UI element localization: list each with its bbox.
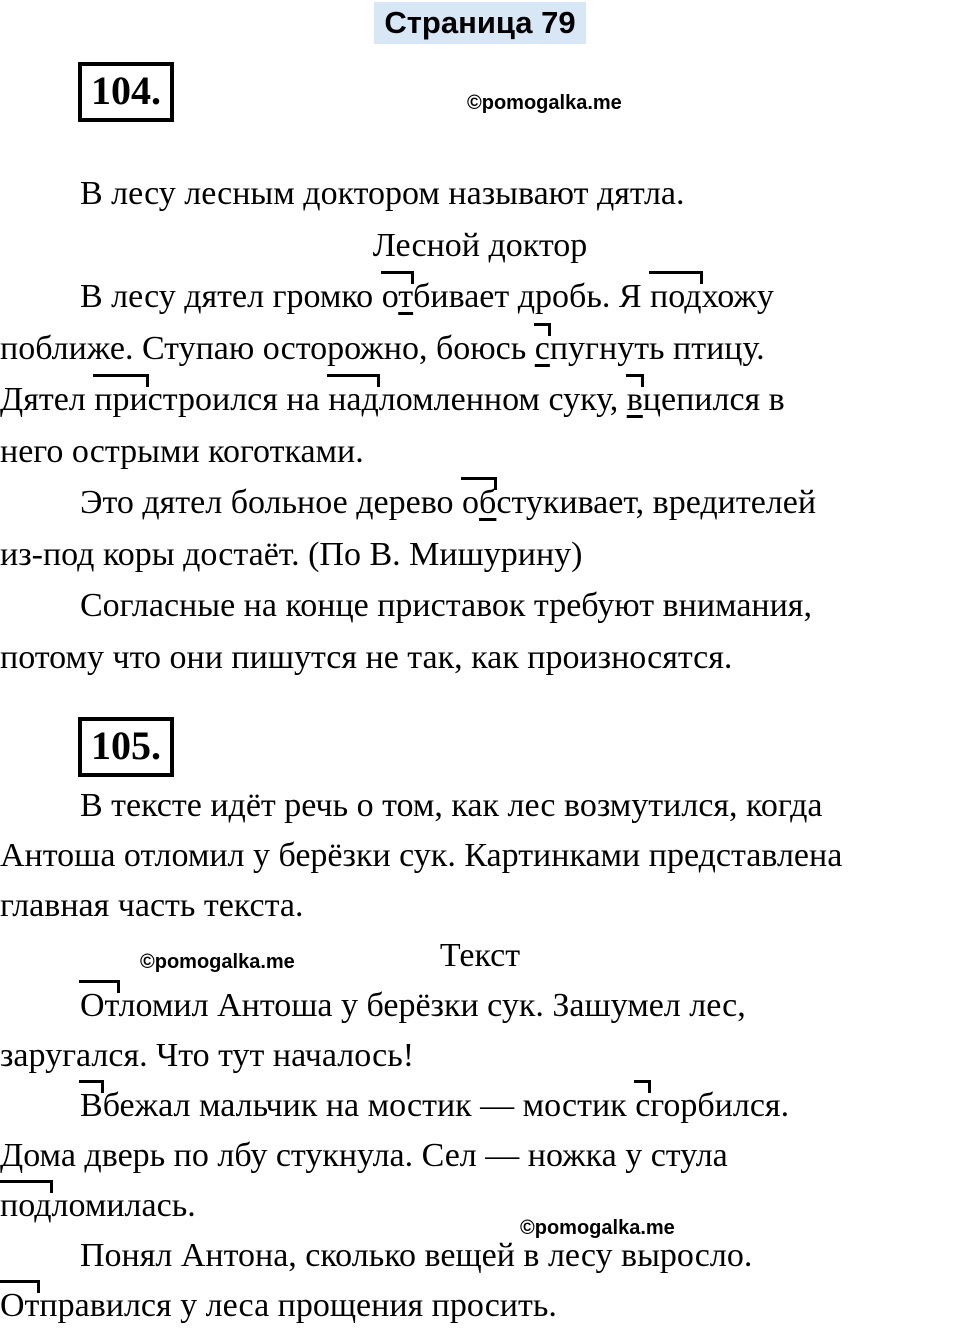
text-line: из-под коры достаёт. (По В. Мишурину) <box>0 535 583 573</box>
underlined-letter: в <box>626 381 643 418</box>
document-body <box>0 62 960 1331</box>
text-line: Текст ©pomogalka.me <box>0 931 960 981</box>
text-line: Дятел пристроился на надломленном суку, вцепился в <box>0 381 785 418</box>
underlined-letter: Д <box>0 1137 24 1174</box>
prefix-mark: при <box>94 381 148 418</box>
watermark: ©pomogalka.me <box>140 951 295 973</box>
text-line: Отломил Антоша у берёзки сук. Зашумел лес, <box>80 987 746 1024</box>
exercise-number: 104. <box>78 62 174 122</box>
prefix-mark: под <box>0 1187 52 1224</box>
text-line: Лесной доктор <box>372 226 588 264</box>
underlined-letter: б <box>479 484 497 521</box>
page-title <box>0 0 960 48</box>
text-line: заругался. Что тут началось! <box>0 1037 415 1074</box>
prefix-mark: над <box>328 381 379 418</box>
text-line: Антоша отломил у берёзки сук. Картинками представлена <box>0 837 843 874</box>
prefix-mark <box>627 381 643 418</box>
text-line: Это дятел больное дерево обстукивает, вредителей <box>80 484 817 521</box>
watermark: ©pomogalka.me <box>467 92 622 114</box>
underlined-letter: д <box>361 381 379 418</box>
text-line: Понял Антона, сколько вещей в лесу выросло. <box>80 1237 753 1274</box>
prefix-mark: От <box>80 987 119 1024</box>
text-line: него острыми коготками. <box>0 432 364 470</box>
text-line: потому что они пишутся не так, как произносятся. <box>0 638 733 676</box>
prefix-mark: от <box>381 278 414 315</box>
prefix-mark: под <box>650 278 702 315</box>
underlined-letter: д <box>684 278 702 315</box>
text-line: Отправился у леса прощения просить. <box>0 1287 557 1324</box>
prefix-mark: об <box>462 484 497 521</box>
prefix-mark: с <box>635 1087 651 1124</box>
exercise-number: 105. <box>78 717 174 777</box>
text-line: подломилась. ©pomogalka.me <box>0 1181 960 1231</box>
exercise-header <box>78 717 960 779</box>
page-title-text: Страница 79 <box>374 2 585 44</box>
prefix-mark: От <box>0 1287 40 1324</box>
text-line: Дома дверь по лбу стукнула. Сел — ножка у стула <box>0 1137 728 1174</box>
text-line: В лесу дятел громко отбивает дробь. Я подхожу <box>80 278 774 315</box>
prefix-mark: В <box>80 1087 103 1124</box>
watermark: ©pomogalka.me <box>520 1217 675 1239</box>
text-line: главная часть текста. <box>0 887 304 924</box>
text-line: В тексте идёт речь о том, как лес возмутился, когда <box>80 787 823 824</box>
prefix-mark <box>535 330 550 367</box>
text-line: Вбежал мальчик на мостик — мостик сгорбился. <box>80 1087 790 1124</box>
underlined-letter: т <box>398 278 414 315</box>
text-line: Согласные на конце приставок требуют внимания, <box>80 587 812 624</box>
text-line: поближе. Ступаю осторожно, боюсь спугнуть птицу. <box>0 329 765 367</box>
underlined-letter: с <box>534 329 550 367</box>
text-line: В лесу лесным доктором называют дятла. <box>80 175 685 212</box>
exercise-header <box>78 62 960 124</box>
